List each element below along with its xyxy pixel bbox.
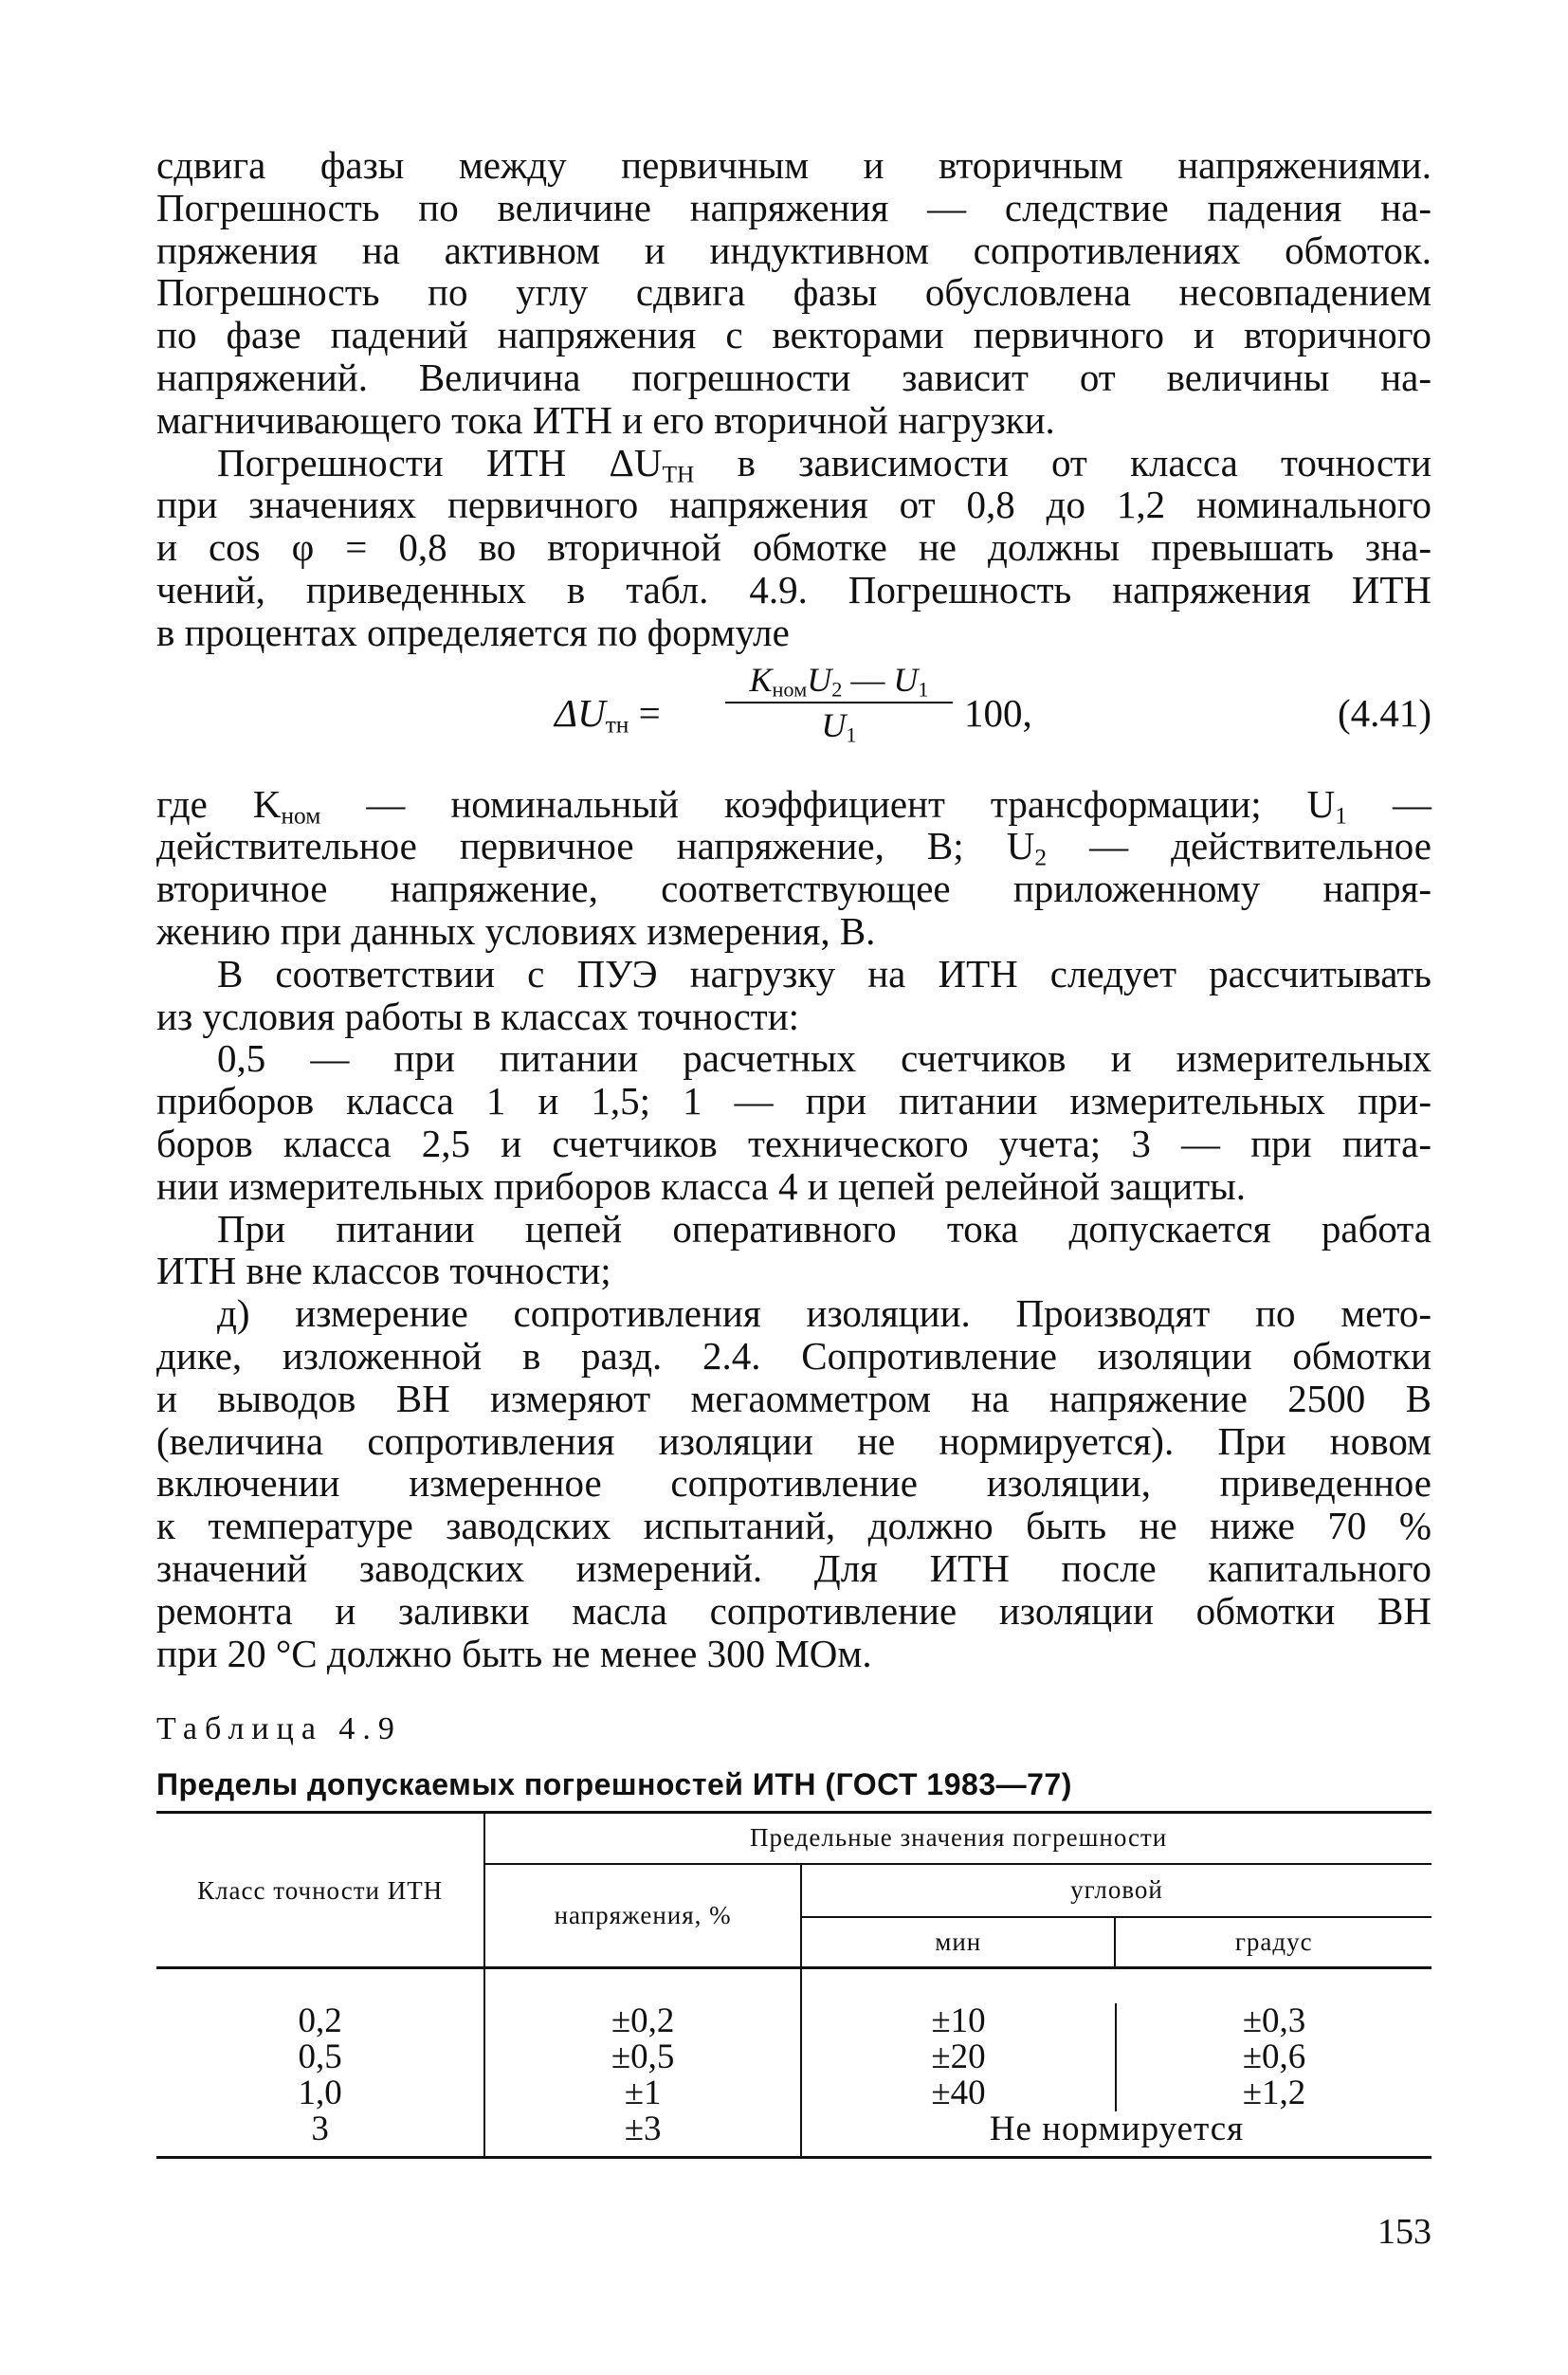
num-u1: U — [893, 660, 919, 699]
page-number: 153 — [1377, 2212, 1431, 2252]
col-class — [156, 1968, 484, 2158]
deg-row-2: ±0,6 — [1242, 2037, 1306, 2076]
paragraph-2-line-2: при значениях первичного напряжения от 0,8 до 1,2 номинального — [156, 483, 1431, 527]
header-class: Класс точности ИТН — [156, 1813, 484, 1968]
paragraph-3-line-4: жению при данных условиях измерения, В. — [156, 908, 876, 953]
formula-denominator — [725, 703, 953, 747]
paragraph-7-line-1: д) измерение сопротивления изоляции. Производят по мето- — [217, 1291, 1431, 1336]
paragraph-1-line-6: напряжений. Величина погрешности зависит от величины на- — [156, 355, 1431, 399]
paragraph-3-line-3: вторичное напряжение, соответствующее приложенному напря- — [156, 867, 1431, 911]
den-u: U — [821, 705, 847, 744]
paragraph-1-line-2: Погрешность по величине напряжения — следствие падения на- — [156, 185, 1431, 229]
num-k-sub: ном — [772, 677, 808, 702]
paragraph-6-line-1: При питании цепей оперативного тока допускается работа — [217, 1206, 1431, 1251]
header-angle: угловой — [801, 1864, 1431, 1917]
paragraph-7-line-5: включении измеренное сопротивление изоляции, приведенное — [156, 1461, 1431, 1506]
paragraph-2-line-4: чений, приведенных в табл. 4.9. Погрешность напряжения ИТН — [156, 567, 1431, 612]
num-minus: — — [842, 660, 894, 699]
p3-sub-nom: ном — [281, 801, 321, 829]
formula-equals: = — [638, 690, 661, 735]
paragraph-1-line-3: пряжения на активном и индуктивном сопротивлениях обмоток. — [156, 228, 1431, 272]
formula-lhs-sub: тн — [605, 710, 629, 738]
paragraph-1-line-5: по фазе падений напряжения с векторами первичного и вторичного — [156, 313, 1431, 357]
class-row-4: 3 — [311, 2110, 329, 2148]
col-angle — [801, 1968, 1431, 2158]
den-sub: 1 — [846, 722, 857, 747]
paragraph-7-line-9: при 20 °С должно быть не менее 300 МОм. — [156, 1631, 872, 1675]
formula-number: (4.41) — [1337, 690, 1431, 735]
formula-lhs-symbol: ΔU — [555, 690, 606, 735]
p3-d: действительное первичное напряжение, В; U — [156, 824, 1035, 868]
tolerance-table — [156, 1811, 1431, 2159]
paragraph-6-line-2: ИТН вне классов точности; — [156, 1249, 611, 1293]
table-title: Пределы допускаемых погрешностей ИТН (ГОСТ 1983—77) — [156, 1767, 1072, 1802]
p3-e: — действительное — [1047, 824, 1431, 868]
voltage-row-3: ±1 — [624, 2074, 662, 2112]
paragraph-1-line-4: Погрешность по углу сдвига фазы обусловлена несовпадением — [156, 270, 1431, 315]
not-normed: Не нормируется — [989, 2110, 1245, 2148]
p2-sub: ТН — [662, 460, 695, 487]
header-voltage: напряжения, % — [484, 1864, 801, 1968]
deg-row-1: ±0,3 — [1242, 2001, 1306, 2040]
paragraph-7-line-8: ремонта и заливки масла сопротивление изоляции обмотки ВН — [156, 1588, 1431, 1633]
min-row-2: ±20 — [931, 2037, 986, 2076]
paragraph-7-line-7: значений заводских измерений. Для ИТН после капитального — [156, 1545, 1431, 1590]
class-row-1: 0,2 — [298, 2001, 342, 2040]
min-row-3: ±40 — [931, 2074, 986, 2112]
formula-numerator — [725, 658, 953, 703]
paragraph-7-line-6: к температуре заводских испытаний, должно быть не ниже 70 % — [156, 1504, 1431, 1548]
formula-lhs — [555, 690, 661, 736]
formula-factor: 100, — [964, 690, 1032, 735]
page-body — [156, 143, 1432, 2252]
voltage-row-4: ±3 — [624, 2110, 662, 2148]
col-deg — [1117, 2003, 1431, 2111]
min-row-1: ±10 — [931, 2001, 986, 2040]
num-u2-sub: 2 — [831, 677, 843, 702]
header-deg: градус — [1234, 1927, 1313, 1956]
paragraph-5-line-4: нии измерительных приборов класса 4 и цепей релейной защиты. — [156, 1163, 1246, 1208]
p3-c: — — [1347, 781, 1431, 826]
paragraph-2-line-5: в процентах определяется по формуле — [156, 610, 790, 654]
header-min: мин — [801, 1917, 1115, 1968]
paragraph-3-line-2 — [156, 824, 1431, 871]
voltage-row-1: ±0,2 — [611, 2001, 675, 2040]
table-caption: Таблица 4.9 — [156, 1711, 402, 1747]
p3-b: — номинальный коэффициент трансформации; U — [320, 781, 1336, 826]
paragraph-7-line-3: и выводов ВН измеряют мегаомметром на напряжение 2500 В — [156, 1376, 1431, 1420]
paragraph-1-line-1: сдвига фазы между первичным и вторичным напряжениями. — [156, 143, 1431, 187]
paragraph-5-line-1: 0,5 — при питании расчетных счетчиков и измерительных — [217, 1036, 1431, 1081]
formula-fraction — [725, 658, 953, 747]
paragraph-4-line-1: В соответствии с ПУЭ нагрузку на ИТН следует рассчитывать — [217, 951, 1431, 996]
formula-4-41 — [156, 658, 1431, 772]
num-k: K — [749, 660, 773, 699]
paragraph-4-line-2: из условия работы в классах точности: — [156, 994, 800, 1038]
voltage-row-2: ±0,5 — [611, 2037, 675, 2076]
paragraph-2-line-1 — [156, 440, 1432, 487]
paragraph-1-line-7: магничивающего тока ИТН и его вторичной нагрузки. — [156, 397, 1055, 442]
class-row-2: 0,5 — [298, 2037, 342, 2076]
class-row-3: 1,0 — [298, 2074, 342, 2112]
paragraph-3-line-1 — [156, 781, 1431, 829]
paragraph-7-line-2: дике, изложенной в разд. 2.4. Сопротивление изоляции обмотки — [156, 1333, 1431, 1378]
header-limits: Предельные значения погрешности — [484, 1813, 1431, 1864]
col-voltage — [484, 1968, 801, 2158]
p2-text-b: в зависимости от класса точности — [694, 440, 1432, 484]
p3-sub-2: 2 — [1034, 844, 1048, 871]
num-u2: U — [807, 660, 832, 699]
p3-sub-1: 1 — [1335, 801, 1347, 829]
col-min — [802, 2003, 1117, 2111]
paragraph-7-line-4: (величина сопротивления изоляции не нормируется). При новом — [156, 1418, 1431, 1463]
num-u1-sub: 1 — [918, 677, 929, 702]
p3-a: где K — [156, 781, 282, 826]
paragraph-2-line-3: и cos φ = 0,8 во вторичной обмотке не должны превышать зна- — [156, 525, 1431, 570]
paragraph-5-line-3: боров класса 2,5 и счетчиков технического учета; 3 — при пита- — [156, 1121, 1431, 1165]
p2-text-a: Погрешности ИТН ΔU — [217, 440, 663, 484]
paragraph-5-line-2: приборов класса 1 и 1,5; 1 — при питании измерительных при- — [156, 1079, 1431, 1124]
deg-row-3: ±1,2 — [1242, 2074, 1306, 2112]
